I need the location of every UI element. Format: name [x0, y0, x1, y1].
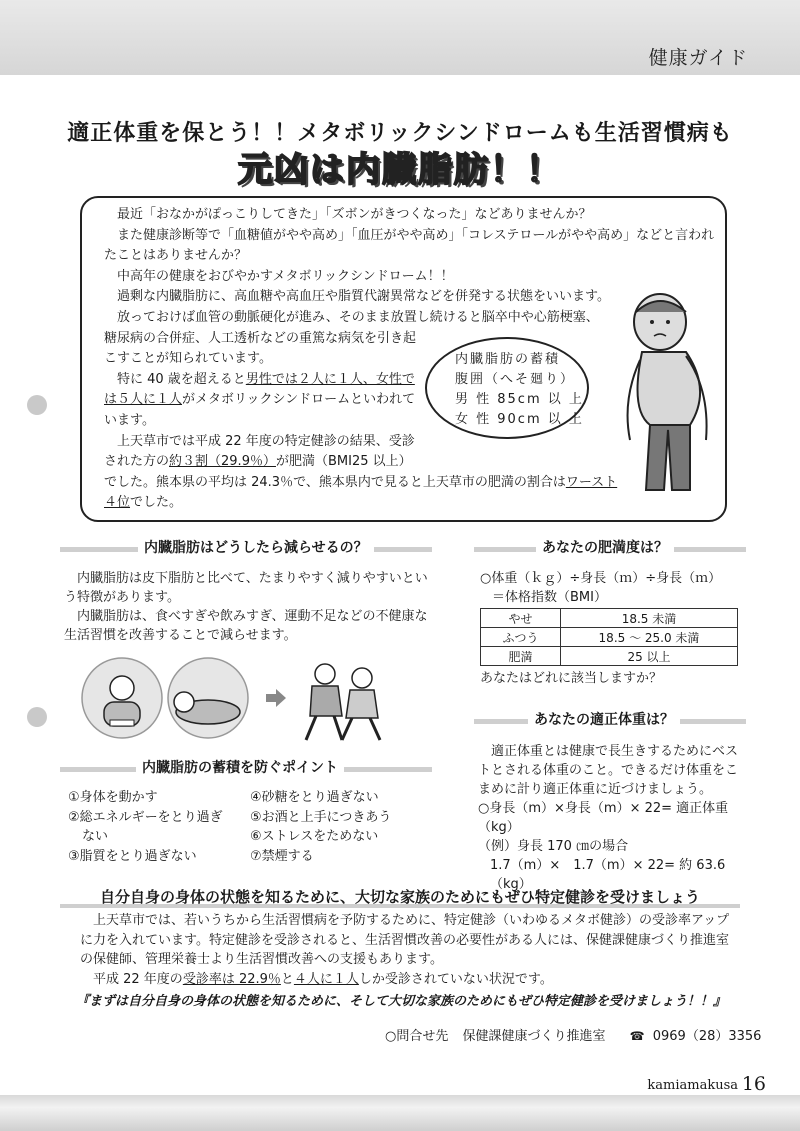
- prevent-point: ④砂糖をとり過ぎない: [250, 790, 379, 805]
- intro-paragraph: 最近「おなかがぽっこりしてきた」「ズボンがきつくなった」などありませんか？: [117, 207, 592, 222]
- phone-icon: ☎: [629, 1029, 645, 1043]
- criteria-waist: 腹囲（へそ廻り）: [455, 372, 576, 387]
- section-tag: 健康ガイド: [648, 47, 748, 69]
- ideal-formula: ○身長（m）×身長（m）× 22= 適正体重（kg）: [478, 801, 729, 835]
- reduce-text: [64, 569, 430, 645]
- criteria-text: [455, 350, 584, 430]
- reduce-heading: 内臓脂肪はどうしたら減らせるの？: [138, 537, 374, 557]
- reduce-paragraph: 内臓脂肪は皮下脂肪と比べて、たまりやすく減りやすいという特徴があります。: [64, 571, 428, 605]
- intro-paragraph: 糖尿病の合併症、人工透析などの重篤な病気を引き起こすことが知られています。: [104, 330, 417, 367]
- contact-label: ○問合せ先: [385, 1029, 449, 1044]
- prevent-heading: 内臓脂肪の蓄積を防ぐポイント: [136, 757, 344, 777]
- intro-paragraph: でした。熊本県の平均は 24.3％で、熊本県内で見ると上天草市の肥満の割合はワースト４位でした。: [104, 474, 618, 511]
- page-number: 16: [741, 1073, 766, 1095]
- checkup-emphasis: 『まずは自分自身の身体の状態を知るために、そして大切な家族のためにもぜひ特定健診を受けましょう！！』: [76, 994, 727, 1009]
- checkup-paragraph: 上天草市では、若いうちから生活習慣病を予防するために、特定健診（いわゆるメタボ健診）の受診率アップに力を入れています。特定健診を受診されると、生活習慣改善の必要性がある人には、保健課健康づくり推進室の保健師、管理栄養士より生活習慣改善への支援もあります。: [80, 913, 730, 968]
- checkup-paragraph: 平成 22 年度の受診率は 22.9％と４人に１人しか受診されていない状況です。: [93, 972, 553, 988]
- criteria-title: 内臓脂肪の蓄積: [455, 352, 561, 367]
- bmi-formula-line: ＝体格指数（BMI）: [492, 590, 607, 605]
- table-row: やせ 18.5 未満: [481, 609, 738, 628]
- criteria-female: 女 性 90cm 以 上: [455, 412, 584, 427]
- lifestyle-illustration: [80, 656, 420, 742]
- prevent-point: ③脂質をとり過ぎない: [68, 848, 197, 864]
- binder-hole: [27, 395, 47, 415]
- prevent-point: ⑦禁煙する: [250, 848, 314, 864]
- table-row: 肥満 25 以上: [481, 647, 738, 666]
- binder-hole: [27, 707, 47, 727]
- ideal-example: （例）身長 170 ㎝の場合: [478, 839, 629, 854]
- prevent-list-left: [68, 788, 223, 866]
- contact-info: [385, 1025, 761, 1044]
- checkup-heading: 自分自身の身体の状態を知るために、大切な家族のためにもぜひ特定健診を受けましょう: [99, 888, 700, 906]
- intro-paragraph: 放っておけば血管の動脈硬化が進み、そのまま放置し続けると脳卒中や心筋梗塞、: [117, 309, 599, 325]
- contact-phone: 0969（28）3356: [652, 1029, 762, 1044]
- checkup-text: [80, 911, 740, 990]
- ideal-paragraph: 適正体重とは健康で長生きするためにベストとされる体重のこと。できるだけ体重をこまめに計り適正体重に近づけましょう。: [478, 744, 739, 797]
- prevent-point: ①身体を動かす: [68, 790, 158, 805]
- bmi-formula: [480, 569, 721, 607]
- bmi-question: あなたはどれに該当しますか？: [480, 671, 663, 686]
- reduce-paragraph: 内臓脂肪は、食べすぎや飲みすぎ、運動不足などの不健康な生活習慣を改善することで減らせます。: [64, 609, 428, 643]
- bmi-table: [480, 608, 738, 666]
- ideal-calc: 1.7（m）× 1.7（m）× 22= 約 63.6（kg）: [490, 858, 726, 892]
- prevent-list-right: [250, 788, 391, 866]
- prevent-point: ⑤お酒と上手につきあう: [250, 809, 392, 825]
- footer-band: [0, 1095, 800, 1131]
- ideal-text: [478, 742, 744, 894]
- contact-dept: 保健課健康づくり推進室: [462, 1029, 606, 1044]
- prevent-point: ない: [82, 829, 109, 844]
- bmi-heading: あなたの肥満度は？: [536, 537, 674, 557]
- prevent-point: ②総エネルギーをとり過ぎ: [68, 809, 223, 825]
- intro-paragraph: 中高年の健康をおびやかすメタボリックシンドローム！！: [117, 268, 454, 284]
- headline-emphasis: 元凶は内臓脂肪！！: [238, 150, 562, 190]
- bmi-formula-line: ○体重（ｋｇ）÷身長（ｍ）÷身長（ｍ）: [480, 571, 722, 586]
- intro-paragraph: 上天草市では平成 22 年度の特定健診の結果、受診された方の約３割（29.9％）が肥満（BMI25 以上）: [104, 433, 415, 470]
- criteria-male: 男 性 85cm 以 上: [455, 392, 584, 407]
- ideal-heading: あなたの適正体重は？: [528, 709, 680, 729]
- headline: 適正体重を保とう！！メタボリックシンドロームも生活習慣病も: [67, 121, 733, 146]
- table-row: ふつう 18.5 ～ 25.0 未満: [481, 628, 738, 647]
- footer-brand: kamiamakusa: [647, 1078, 738, 1093]
- intro-paragraph: 特に 40 歳を超えると男性では２人に１人、女性では５人に１人がメタボリックシンドロームといわれています。: [104, 371, 416, 428]
- prevent-point: ⑥ストレスをためない: [250, 829, 379, 844]
- obese-man-illustration: [620, 290, 720, 502]
- intro-paragraph: 過剰な内臓脂肪に、高血糖や高血圧や脂質代謝異常などを併発する状態をいいます。: [117, 289, 610, 305]
- intro-paragraph: また健康診断等で「血糖値がやや高め」「血圧がやや高め」「コレステロールがやや高め」などと言われたことはありませんか？: [104, 227, 715, 264]
